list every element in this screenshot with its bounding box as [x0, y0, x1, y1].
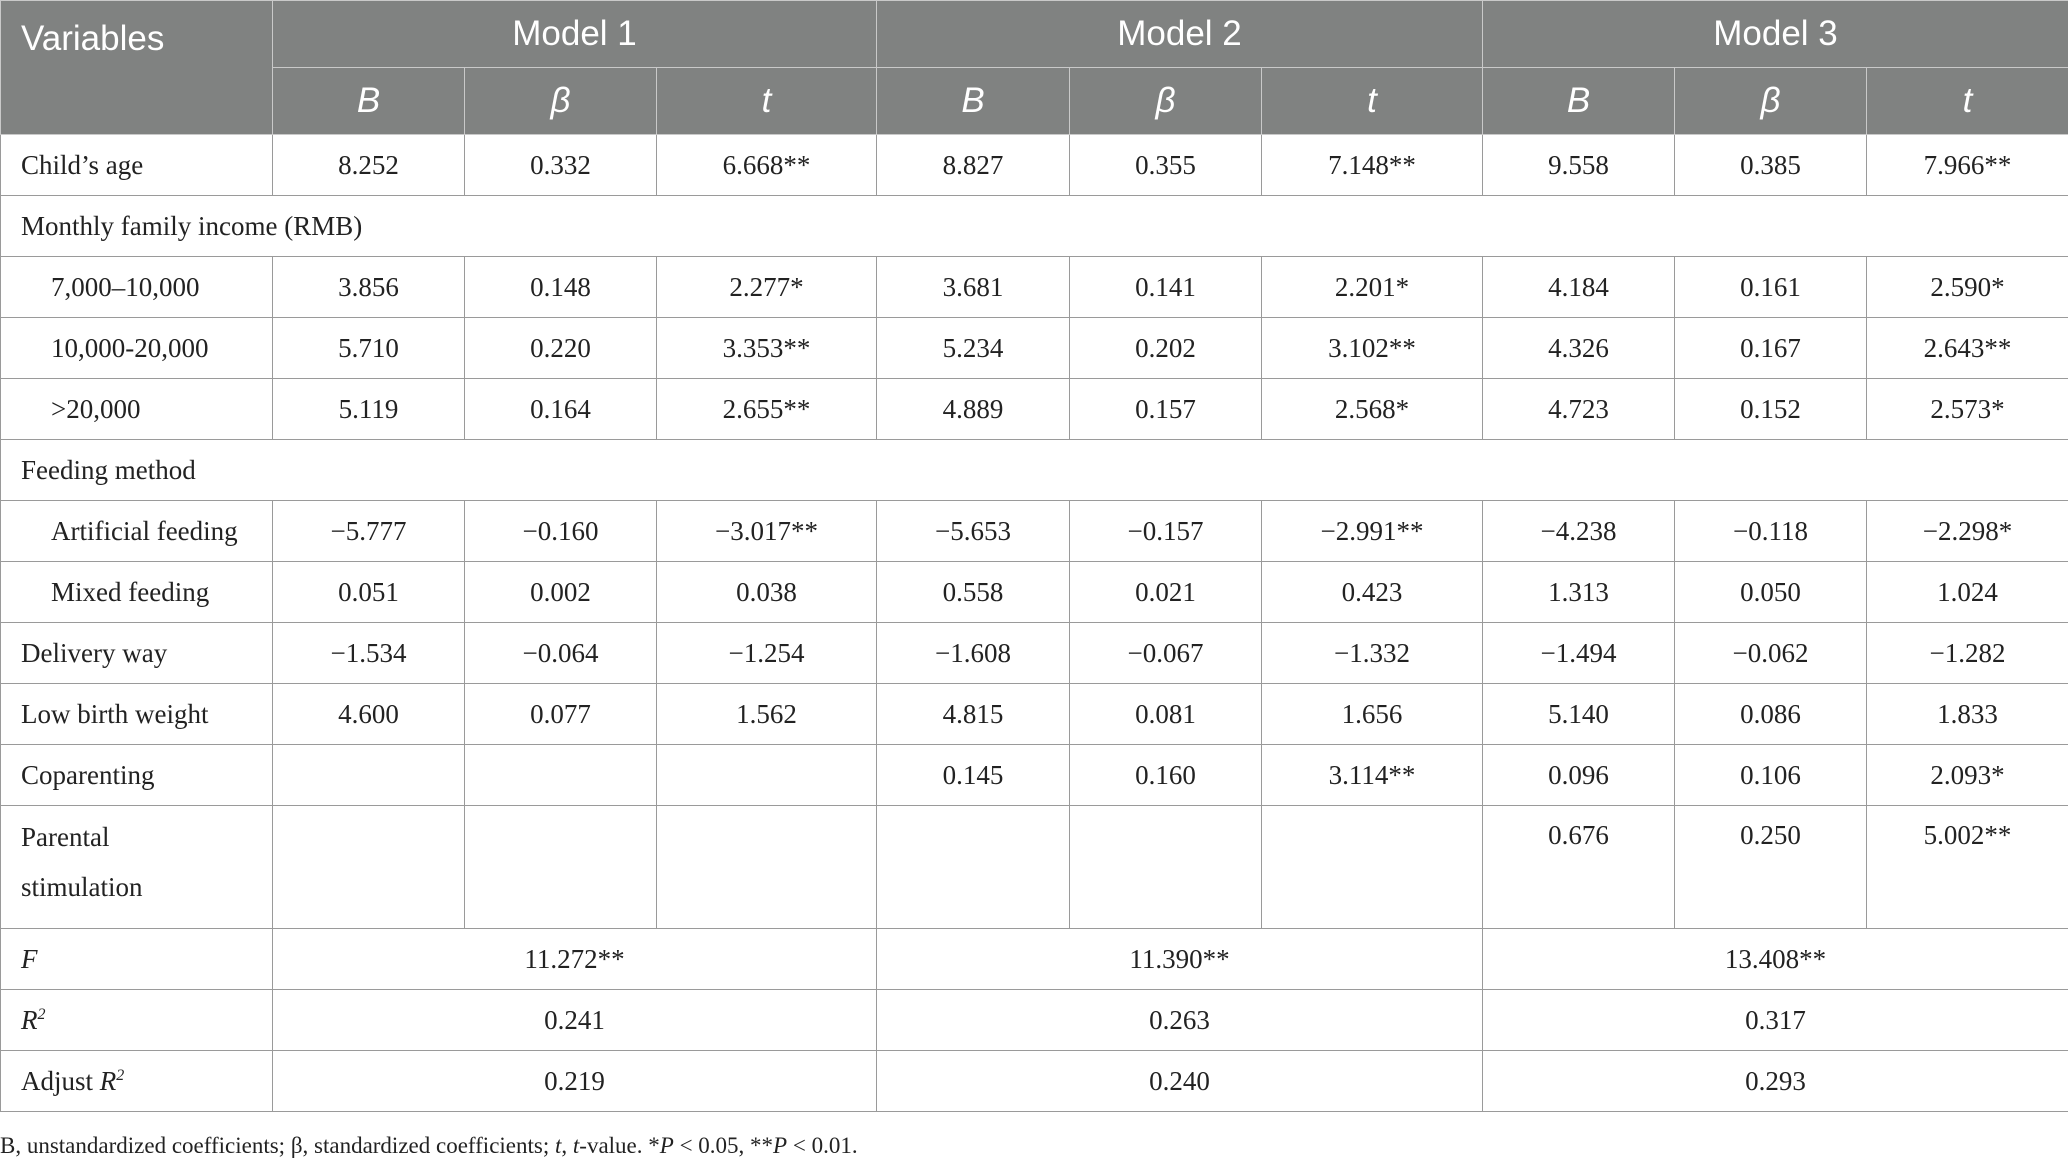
table-cell: 0.106 — [1675, 745, 1867, 806]
table-cell: 2.201* — [1262, 257, 1483, 318]
note-text: B, unstandardized coefficients; β, standardized coefficients; — [0, 1133, 555, 1158]
note-text: < 0.01. — [787, 1133, 858, 1158]
table-cell: 5.710 — [273, 318, 465, 379]
table-cell: −1.534 — [273, 623, 465, 684]
table-cell: 0.077 — [465, 684, 657, 745]
row-label: Artificial feeding — [1, 501, 273, 562]
row-label: Low birth weight — [1, 684, 273, 745]
fit-value: 0.241 — [273, 990, 877, 1051]
table-cell: −1.332 — [1262, 623, 1483, 684]
table-cell: −3.017** — [657, 501, 877, 562]
table-cell: 4.815 — [877, 684, 1070, 745]
table-cell: 8.827 — [877, 135, 1070, 196]
table-row — [1, 318, 2068, 379]
table-row — [1, 501, 2068, 562]
table-cell: 0.355 — [1070, 135, 1262, 196]
table-cell: 0.081 — [1070, 684, 1262, 745]
table-cell: 0.086 — [1675, 684, 1867, 745]
header-variables: Variables — [1, 1, 273, 135]
table-cell: 0.152 — [1675, 379, 1867, 440]
fit-value: 13.408** — [1483, 929, 2068, 990]
table-cell: 3.353** — [657, 318, 877, 379]
fit-value: 0.263 — [877, 990, 1483, 1051]
table-cell: 0.038 — [657, 562, 877, 623]
table-cell — [657, 745, 877, 806]
note-text: < 0.05, ** — [673, 1133, 774, 1158]
row-label: Child’s age — [1, 135, 273, 196]
fit-row-r2 — [1, 990, 2068, 1051]
table-cell — [465, 806, 657, 929]
table-row — [1, 623, 2068, 684]
header-row-coefficients — [1, 68, 2068, 135]
table-cell: 3.856 — [273, 257, 465, 318]
table-cell: 0.220 — [465, 318, 657, 379]
row-label-line1: Parental — [21, 822, 110, 852]
table-cell: −0.064 — [465, 623, 657, 684]
table-cell: 0.332 — [465, 135, 657, 196]
header-model-1: Model 1 — [273, 1, 877, 68]
table-cell — [465, 745, 657, 806]
row-label: Delivery way — [1, 623, 273, 684]
note-t-symbol: t — [572, 1133, 580, 1158]
row-label: 10,000-20,000 — [1, 318, 273, 379]
table-cell: −2.991** — [1262, 501, 1483, 562]
fit-row-adj-r2 — [1, 1051, 2068, 1112]
note-text: , — [561, 1133, 573, 1158]
table-cell: −0.062 — [1675, 623, 1867, 684]
table-cell: 0.141 — [1070, 257, 1262, 318]
table-cell: 4.723 — [1483, 379, 1675, 440]
fit-value: 0.219 — [273, 1051, 877, 1112]
table-cell: −0.160 — [465, 501, 657, 562]
table-cell: 2.568* — [1262, 379, 1483, 440]
table-cell: 5.140 — [1483, 684, 1675, 745]
table-cell: −5.653 — [877, 501, 1070, 562]
table-cell: −1.282 — [1867, 623, 2068, 684]
header-beta: β — [465, 68, 657, 135]
table-cell: 1.024 — [1867, 562, 2068, 623]
table-cell: 2.590* — [1867, 257, 2068, 318]
fit-value: 0.317 — [1483, 990, 2068, 1051]
header-t: t — [1867, 68, 2068, 135]
header-t: t — [1262, 68, 1483, 135]
header-b: B — [273, 68, 465, 135]
table-cell: 0.096 — [1483, 745, 1675, 806]
table-cell: 0.050 — [1675, 562, 1867, 623]
table-footnote — [0, 1133, 858, 1159]
table-cell: −2.298* — [1867, 501, 2068, 562]
table-cell: 3.102** — [1262, 318, 1483, 379]
r-symbol: R — [21, 1004, 38, 1035]
table-cell: 1.656 — [1262, 684, 1483, 745]
fit-label-f: F — [1, 929, 273, 990]
table-cell: 0.021 — [1070, 562, 1262, 623]
table-cell — [273, 806, 465, 929]
header-model-2: Model 2 — [877, 1, 1483, 68]
table-cell: 5.002** — [1867, 806, 2068, 929]
table-cell: 0.148 — [465, 257, 657, 318]
table-cell: −1.494 — [1483, 623, 1675, 684]
table-cell: 1.562 — [657, 684, 877, 745]
table-cell: 0.002 — [465, 562, 657, 623]
row-label — [1, 806, 273, 929]
note-text: -value. * — [579, 1133, 660, 1158]
fit-value: 11.390** — [877, 929, 1483, 990]
table-cell: 0.558 — [877, 562, 1070, 623]
table-row — [1, 684, 2068, 745]
table-cell: 5.119 — [273, 379, 465, 440]
fit-value: 0.293 — [1483, 1051, 2068, 1112]
table-cell — [1070, 806, 1262, 929]
table-cell: −0.157 — [1070, 501, 1262, 562]
table-cell: 0.385 — [1675, 135, 1867, 196]
header-t: t — [657, 68, 877, 135]
table-cell: −4.238 — [1483, 501, 1675, 562]
header-model-3: Model 3 — [1483, 1, 2068, 68]
table-cell: 0.423 — [1262, 562, 1483, 623]
table-cell: 7.148** — [1262, 135, 1483, 196]
fit-row-f — [1, 929, 2068, 990]
table-cell: 2.573* — [1867, 379, 2068, 440]
table-cell: −0.067 — [1070, 623, 1262, 684]
table-row — [1, 745, 2068, 806]
table-cell: 8.252 — [273, 135, 465, 196]
fit-value: 11.272** — [273, 929, 877, 990]
row-label-line2: stimulation — [21, 872, 143, 902]
fit-value: 0.240 — [877, 1051, 1483, 1112]
table-cell: 1.313 — [1483, 562, 1675, 623]
r-superscript: 2 — [116, 1066, 125, 1084]
table-cell: 0.160 — [1070, 745, 1262, 806]
r-superscript: 2 — [37, 1005, 46, 1023]
table-row-section — [1, 196, 2068, 257]
table-cell: 4.326 — [1483, 318, 1675, 379]
section-label: Feeding method — [1, 440, 2068, 501]
table-cell: 0.161 — [1675, 257, 1867, 318]
table-cell: 1.833 — [1867, 684, 2068, 745]
header-b: B — [877, 68, 1070, 135]
row-label: >20,000 — [1, 379, 273, 440]
table-row — [1, 562, 2068, 623]
table-cell — [1262, 806, 1483, 929]
table-cell: 2.643** — [1867, 318, 2068, 379]
note-p-symbol: P — [659, 1133, 674, 1158]
table-cell: 3.681 — [877, 257, 1070, 318]
table-cell — [657, 806, 877, 929]
table-cell: 0.145 — [877, 745, 1070, 806]
section-label: Monthly family income (RMB) — [1, 196, 2068, 257]
table-row — [1, 135, 2068, 196]
table-cell: 0.676 — [1483, 806, 1675, 929]
table-cell: 0.250 — [1675, 806, 1867, 929]
table-cell: 2.093* — [1867, 745, 2068, 806]
r-symbol: R — [99, 1065, 117, 1096]
fit-label-adj-r2 — [1, 1051, 273, 1112]
table-cell: 4.600 — [273, 684, 465, 745]
table-cell — [877, 806, 1070, 929]
table-cell: 4.184 — [1483, 257, 1675, 318]
row-label: 7,000–10,000 — [1, 257, 273, 318]
table-cell: 7.966** — [1867, 135, 2068, 196]
table-cell: 0.202 — [1070, 318, 1262, 379]
table-cell: 0.167 — [1675, 318, 1867, 379]
table-cell: 2.655** — [657, 379, 877, 440]
table-cell: 9.558 — [1483, 135, 1675, 196]
table-cell: −1.254 — [657, 623, 877, 684]
fit-label-r2 — [1, 990, 273, 1051]
table-cell: 6.668** — [657, 135, 877, 196]
header-beta: β — [1675, 68, 1867, 135]
table-cell — [273, 745, 465, 806]
table-row — [1, 806, 2068, 929]
table-cell: 0.164 — [465, 379, 657, 440]
header-row-models — [1, 1, 2068, 68]
table-row-section — [1, 440, 2068, 501]
table-row — [1, 379, 2068, 440]
table-cell: 4.889 — [877, 379, 1070, 440]
adjust-prefix: Adjust — [21, 1065, 100, 1096]
row-label: Coparenting — [1, 745, 273, 806]
table-row — [1, 257, 2068, 318]
note-p-symbol: P — [773, 1133, 788, 1158]
table-cell: −5.777 — [273, 501, 465, 562]
table-cell: 3.114** — [1262, 745, 1483, 806]
table-cell: 0.051 — [273, 562, 465, 623]
table-cell: 0.157 — [1070, 379, 1262, 440]
table-cell: 5.234 — [877, 318, 1070, 379]
table-cell: 2.277* — [657, 257, 877, 318]
note-t-symbol: t — [555, 1133, 562, 1158]
header-b: B — [1483, 68, 1675, 135]
table-cell: −0.118 — [1675, 501, 1867, 562]
table-cell: −1.608 — [877, 623, 1070, 684]
header-beta: β — [1070, 68, 1262, 135]
row-label: Mixed feeding — [1, 562, 273, 623]
